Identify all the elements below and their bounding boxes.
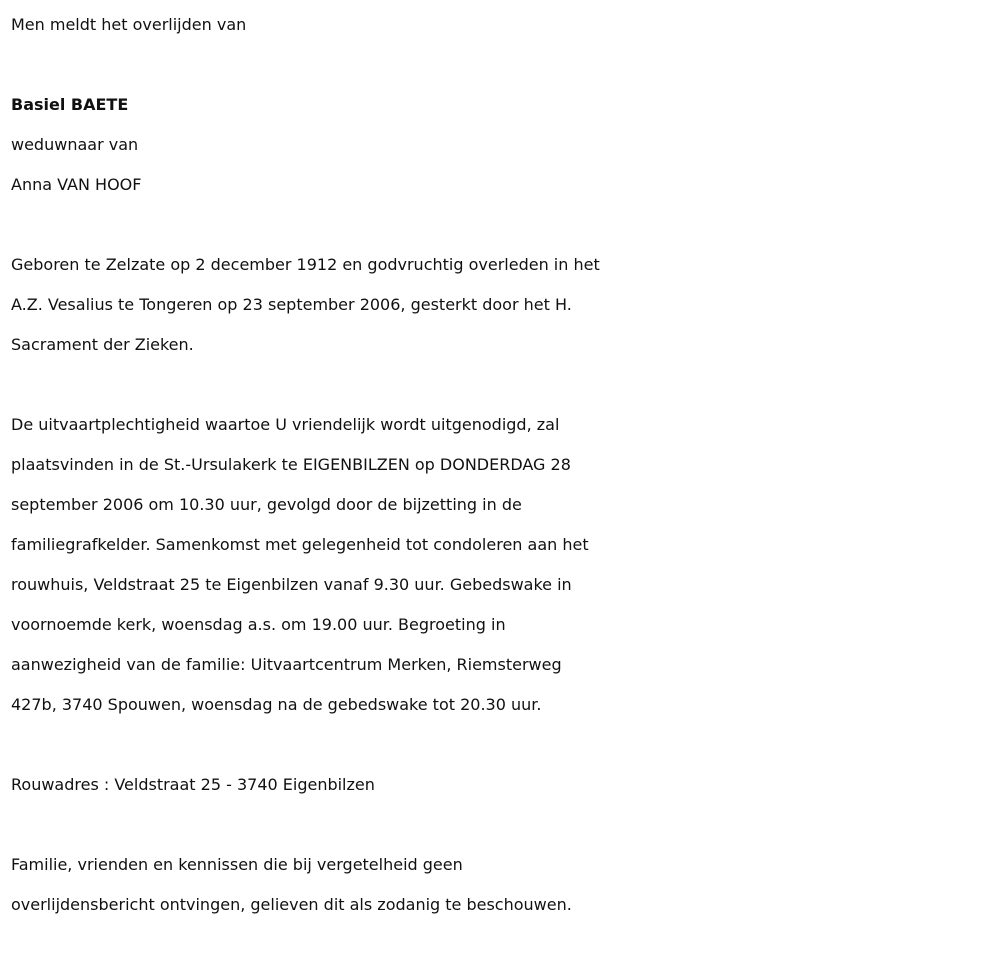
spacer (11, 365, 991, 405)
paragraph-line: A.Z. Vesalius te Tongeren op 23 september 2006, gesterkt door het H. (11, 295, 572, 314)
paragraph-line: overlijdensbericht ontvingen, gelieven dit als zodanig te beschouwen. (11, 895, 572, 914)
paragraph-line: familiegrafkelder. Samenkomst met gelegenheid tot condoleren aan het (11, 535, 589, 554)
ceremony-paragraph (11, 405, 991, 725)
spacer (11, 725, 991, 765)
paragraph-line: 427b, 3740 Spouwen, woensdag na de gebedswake tot 20.30 uur. (11, 695, 542, 714)
paragraph-line: september 2006 om 10.30 uur, gevolgd door de bijzetting in de (11, 495, 522, 514)
intro-text: Men meldt het overlijden van (11, 15, 247, 34)
paragraph-line: Sacrament der Zieken. (11, 335, 194, 354)
paragraph-line: Familie, vrienden en kennissen die bij vergetelheid geen (11, 855, 463, 874)
deceased-name: Basiel BAETE (11, 95, 129, 114)
paragraph-line: rouwhuis, Veldstraat 25 te Eigenbilzen vanaf 9.30 uur. Gebedswake in (11, 575, 572, 594)
spacer (11, 45, 991, 85)
paragraph-line: voornoemde kerk, woensdag a.s. om 19.00 uur. Begroeting in (11, 615, 506, 634)
death-notice (11, 5, 991, 925)
relation-text: weduwnaar van (11, 135, 139, 154)
mourning-address: Rouwadres : Veldstraat 25 - 3740 Eigenbilzen (11, 775, 375, 794)
paragraph-line: De uitvaartplechtigheid waartoe U vriendelijk wordt uitgenodigd, zal (11, 415, 560, 434)
paragraph-line: Geboren te Zelzate op 2 december 1912 en godvruchtig overleden in het (11, 255, 600, 274)
paragraph-line: aanwezigheid van de familie: Uitvaartcentrum Merken, Riemsterweg (11, 655, 562, 674)
paragraph-line: plaatsvinden in de St.-Ursulakerk te EIGENBILZEN op DONDERDAG 28 (11, 455, 571, 474)
closing-paragraph (11, 845, 991, 925)
spouse-name: Anna VAN HOOF (11, 175, 142, 194)
spacer (11, 205, 991, 245)
spacer (11, 805, 991, 845)
birth-death-paragraph (11, 245, 991, 365)
